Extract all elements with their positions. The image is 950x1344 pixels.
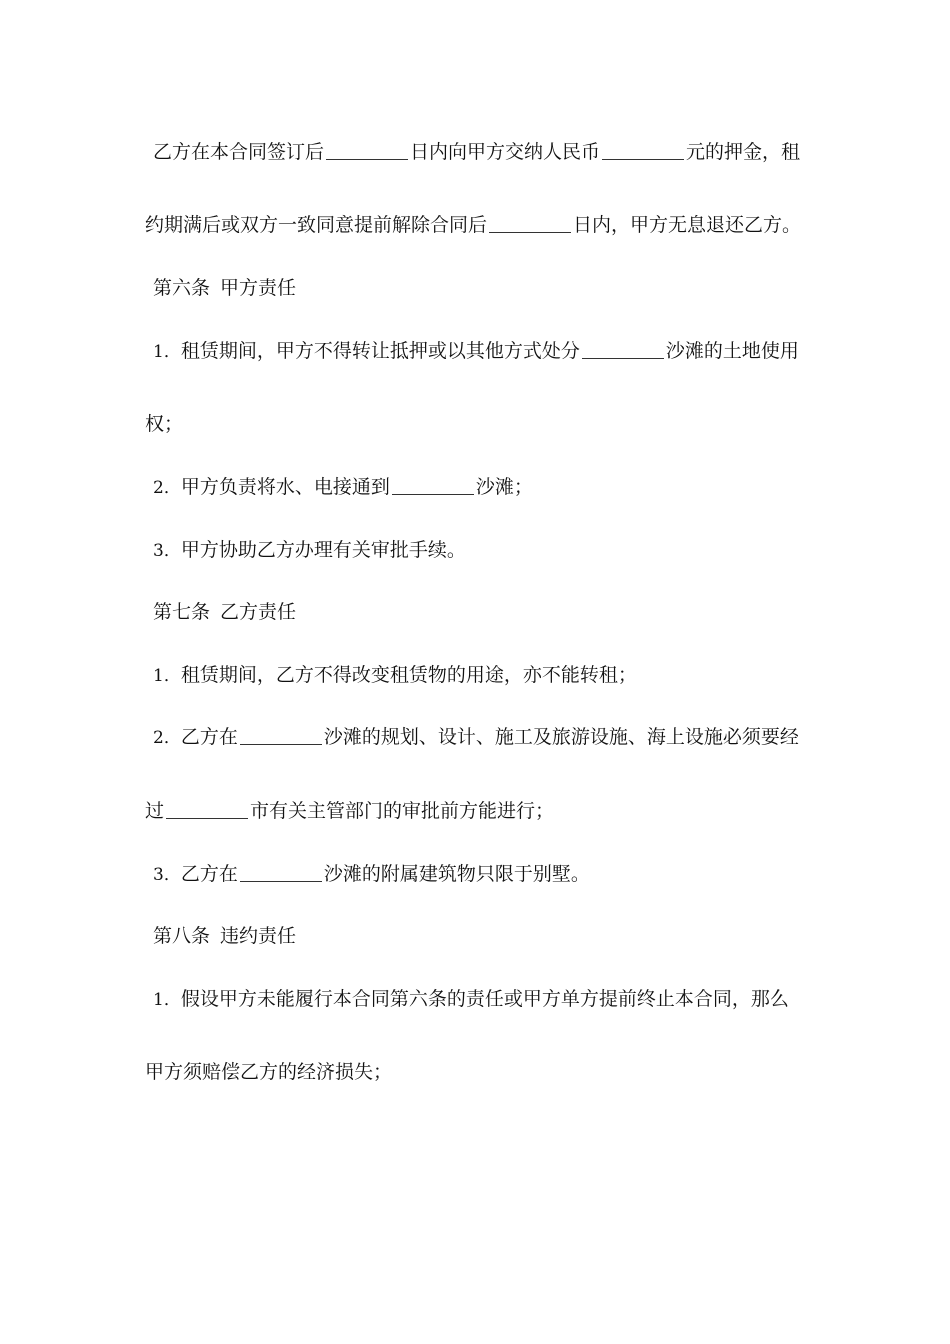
text: 甲方须赔偿乙方的经济损失；	[145, 1061, 393, 1083]
article-8-item-1-cont	[145, 1059, 810, 1085]
text: 甲方协助乙方办理有关审批手续。	[180, 539, 466, 561]
article-7-title	[153, 599, 818, 625]
article-number: 第六条	[153, 277, 211, 299]
text: 元的押金，租	[686, 141, 801, 163]
article-6-item-1-cont	[145, 411, 810, 437]
deposit-line-1	[153, 139, 818, 165]
text: 日内，甲方无息退还乙方。	[573, 214, 802, 236]
fill-blank	[392, 475, 474, 495]
article-6-item-3	[153, 537, 818, 564]
article-7-item-1	[153, 662, 818, 689]
article-heading: 乙方责任	[220, 601, 297, 623]
text: 沙滩的土地使用	[665, 340, 799, 362]
text: 约期满后或双方一致同意提前解除合同后	[145, 214, 488, 236]
deposit-line-2	[145, 212, 810, 238]
article-heading: 违约责任	[220, 925, 297, 947]
item-number: 1．	[153, 990, 181, 1010]
article-8-title	[153, 923, 818, 949]
article-6-item-1	[153, 338, 818, 365]
article-7-item-2-cont	[145, 798, 810, 824]
article-number: 第八条	[153, 925, 211, 947]
fill-blank	[240, 725, 322, 745]
fill-blank	[240, 862, 322, 882]
text: 乙方在	[180, 863, 238, 885]
text: 租赁期间，乙方不得改变租赁物的用途，亦不能转租；	[180, 664, 637, 686]
text: 权；	[145, 413, 184, 435]
text: 乙方在本合同签订后	[153, 141, 325, 163]
text: 甲方负责将水、电接通到	[180, 476, 390, 498]
fill-blank	[582, 339, 664, 359]
text: 沙滩的附属建筑物只限于别墅。	[323, 863, 590, 885]
item-number: 1．	[153, 666, 181, 686]
text: 沙滩的规划、设计、施工及旅游设施、海上设施必须要经	[323, 726, 799, 748]
text: 市有关主管部门的审批前方能进行；	[250, 800, 555, 822]
text: 乙方在	[180, 726, 238, 748]
text: 过	[145, 800, 165, 822]
article-number: 第七条	[153, 601, 211, 623]
text: 假设甲方未能履行本合同第六条的责任或甲方单方提前终止本合同，那么	[180, 988, 789, 1010]
article-7-item-2	[153, 724, 818, 751]
article-6-title	[153, 275, 818, 301]
item-number: 2．	[153, 728, 181, 748]
text: 租赁期间，甲方不得转让抵押或以其他方式处分	[180, 340, 580, 362]
fill-blank	[489, 213, 571, 233]
article-7-item-3	[153, 861, 818, 888]
fill-blank	[326, 140, 408, 160]
text: 沙滩；	[475, 476, 533, 498]
fill-blank	[166, 799, 248, 819]
item-number: 1．	[153, 342, 181, 362]
text: 日内向甲方交纳人民币	[410, 141, 601, 163]
article-heading: 甲方责任	[220, 277, 297, 299]
article-8-item-1	[153, 986, 818, 1013]
item-number: 3．	[153, 865, 181, 885]
item-number: 3．	[153, 541, 181, 561]
item-number: 2．	[153, 478, 181, 498]
fill-blank	[602, 140, 684, 160]
article-6-item-2	[153, 474, 818, 501]
